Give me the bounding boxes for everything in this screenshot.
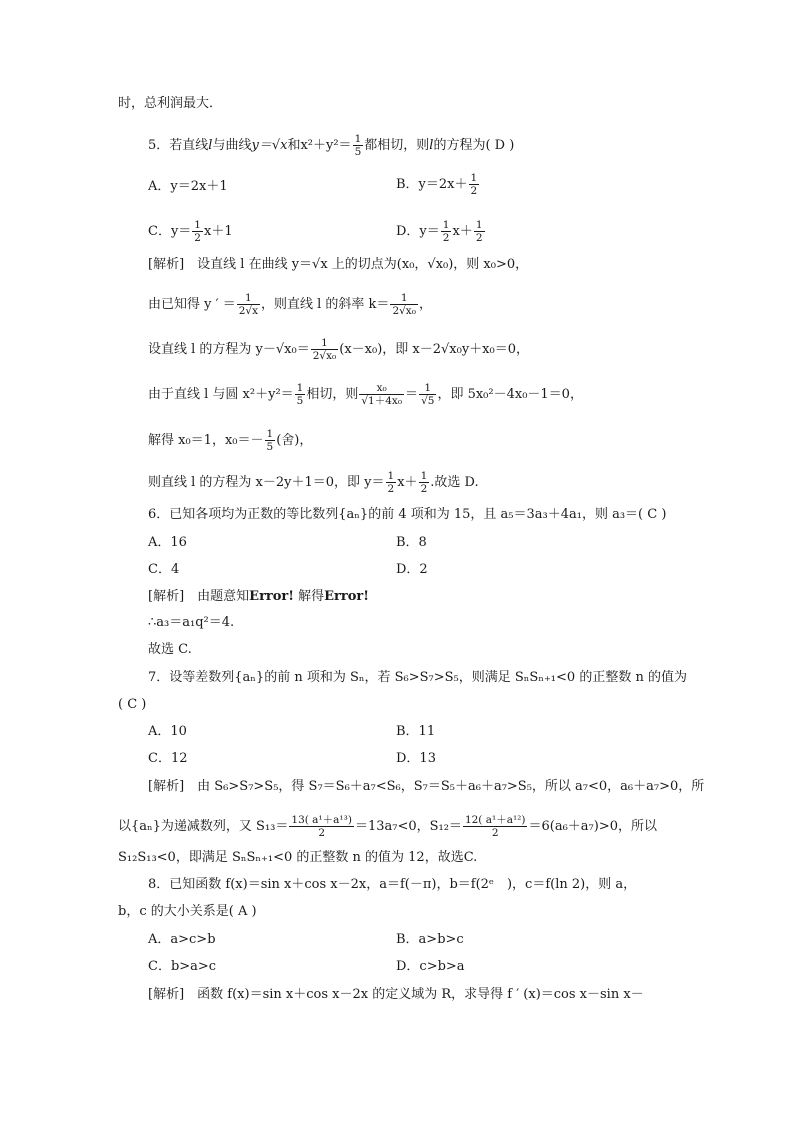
solution-7-line-1: [解析] 由 S₆>S₇>S₅，得 S₇＝S₆＋a₇<S₆，S₇＝S₅＋a₆＋a₇>S₅，所以 a₇<0，a₆＋a₇>0，所 bbox=[148, 779, 705, 794]
solution-8-line-1: [解析] 函数 f(x)＝sin x＋cos x－2x 的定义域为 R，求导得 f ′ (x)＝cos x－sin x－ bbox=[148, 987, 644, 1002]
question-8-stem-line-1: 8．已知函数 f(x)＝sin x＋cos x－2x，a＝f(－π)，b＝f(2ᵉ )，c＝f(ln 2)，则 a， bbox=[148, 877, 637, 892]
q5-option-b: B．y＝2x＋ $\frac{1}{2}$ bbox=[396, 172, 478, 197]
q6-option-a: A．16 bbox=[148, 535, 187, 550]
q7-option-a: A．10 bbox=[148, 724, 187, 739]
q6-option-b: B．8 bbox=[396, 535, 427, 550]
q6-option-d: D．2 bbox=[396, 562, 428, 577]
solution-7-line-2: 以{aₙ}为递减数列，又 S₁₃＝ $\frac{\text{13( a¹＋a¹³)}}{2}$ ＝13a₇<0，S₁₂＝ $\frac{\text{12( a¹＋a¹²)}}{2}$ ＝6(a₆＋a₇)>0，所以 bbox=[118, 814, 657, 839]
solution-5-line-3: 设直线 l 的方程为 y－√x₀＝ $\frac{1}{\text{2√x₀}}$ (x－x₀)，即 x－2√x₀y＋x₀＝0， bbox=[148, 337, 529, 362]
question-8-stem-line-2: b，c 的大小关系是( A ) bbox=[118, 904, 257, 919]
q7-option-d: D．13 bbox=[396, 751, 436, 766]
q8-option-d: D．c>b>a bbox=[396, 959, 465, 974]
solution-6-line-2: ∴a₃＝a₁q²＝4. bbox=[148, 615, 235, 630]
q5-option-d: D．y＝ $\frac{1}{2}$ x＋ $\frac{1}{2}$ bbox=[396, 219, 483, 244]
continuation-text: 时，总利润最大． bbox=[118, 96, 223, 111]
question-7-stem-line-1: 7．设等差数列{aₙ}的前 n 项和为 Sₙ，若 S₆>S₇>S₅，则满足 SₙSₙ₊₁<0 的正整数 n 的值为 bbox=[148, 670, 687, 685]
question-5-stem: 5．若直线l与曲线y＝√x和x²＋y²＝ $\frac{1}{5}$ 都相切，则l的方程为( D ) bbox=[148, 133, 515, 158]
fraction: $\frac{1}{5}$ bbox=[354, 133, 362, 158]
solution-5-line-4: 由于直线 l 与圆 x²＋y²＝ $\frac{1}{5}$ 相切，则 $\frac{\text{x₀}}{\text{√1＋4x₀}}$ ＝ $\frac{1}{√5}$ ，即 5x₀²－4x₀－1＝0， bbox=[148, 382, 583, 407]
q5-option-a: A．y＝2x＋1 bbox=[148, 179, 228, 194]
q8-option-a: A．a>c>b bbox=[148, 932, 216, 947]
solution-6-line-1: [解析] 由题意知Error! 解得Error! bbox=[148, 589, 369, 604]
solution-5-line-5: 解得 x₀＝1，x₀＝－ $\frac{1}{5}$ (舍)， bbox=[148, 428, 313, 453]
q5-option-c: C．y＝ $\frac{1}{2}$ x＋1 bbox=[148, 219, 233, 244]
q7-option-c: C．12 bbox=[148, 751, 188, 766]
q8-option-c: C．b>a>c bbox=[148, 959, 217, 974]
solution-5-line-6: 则直线 l 的方程为 x－2y＋1＝0，即 y＝ $\frac{1}{2}$ x＋ $\frac{1}{2}$ .故选 D. bbox=[148, 470, 479, 495]
solution-5-line-2: 由已知得 y ′ ＝ $\frac{1}{2√x}$ ，则直线 l 的斜率 k＝ $\frac{1}{\text{2√x₀}}$ ， bbox=[148, 292, 432, 317]
solution-6-line-3: 故选 C. bbox=[148, 642, 192, 657]
question-7-stem-line-2: ( C ) bbox=[118, 697, 147, 712]
solution-7-line-3: S₁₂S₁₃<0，即满足 SₙSₙ₊₁<0 的正整数 n 的值为 12，故选C. bbox=[118, 850, 478, 865]
q6-option-c: C．4 bbox=[148, 562, 180, 577]
q7-option-b: B．11 bbox=[396, 724, 436, 739]
solution-5-line-1: [解析] 设直线 l 在曲线 y＝√x 上的切点为(x₀，√x₀)，则 x₀>0， bbox=[148, 257, 529, 272]
question-6-stem: 6．已知各项均为正数的等比数列{aₙ}的前 4 项和为 15，且 a₅＝3a₃＋4a₁，则 a₃＝( C ) bbox=[148, 507, 667, 522]
q8-option-b: B．a>b>c bbox=[396, 932, 464, 947]
